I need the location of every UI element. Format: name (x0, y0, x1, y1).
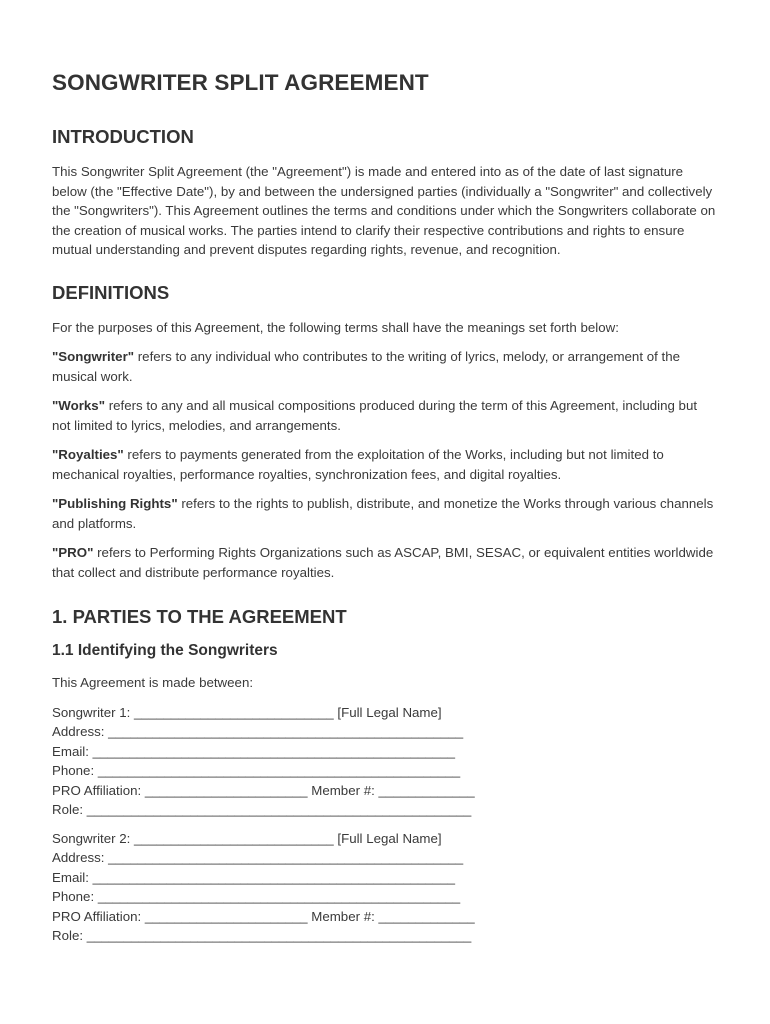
songwriter-2-form (52, 829, 718, 946)
role-line[interactable]: Role: ____________________________________________________ (52, 802, 472, 817)
pro-affiliation-line[interactable]: PRO Affiliation: ______________________ Member #: _____________ (52, 782, 475, 798)
identifying-songwriters-heading: 1.1 Identifying the Songwriters (52, 642, 278, 659)
email-line[interactable]: Email: _________________________________________________ (52, 743, 455, 759)
definition-publishing-rights (52, 494, 718, 533)
definition-text: refers to any and all musical compositions produced during the term of this Agreement, including but not limited to lyrics, melodies, and arrangements. (52, 398, 698, 433)
pro-affiliation-line[interactable]: PRO Affiliation: ______________________ Member #: _____________ (52, 908, 475, 924)
introduction-body: This Songwriter Split Agreement (the "Agreement") is made and entered into as of the date of last signature below (the "Effective Date"), by and between the undersigned parties (individually a "Songwriter" and collectively the "Songwriters"). This Agreement outlines the terms and conditions under which the Songwriters collaborate on the creation of musical works. The parties intend to clarify their respective contributions and rights to ensure mutual understanding and prevent disputes regarding rights, revenue, and recognition. (52, 164, 716, 257)
definition-term: "Royalties" (52, 447, 124, 462)
songwriter-name-line[interactable]: Songwriter 2: ___________________________ [Full Legal Name] (52, 830, 442, 846)
phone-line[interactable]: Phone: _________________________________________________ (52, 763, 461, 778)
parties-intro: This Agreement is made between: (52, 675, 254, 690)
definition-text: refers to Performing Rights Organizations such as ASCAP, BMI, SESAC, or equivalent entities worldwide that collect and distribute performance royalties. (52, 545, 714, 580)
definition-text: refers to any individual who contributes to the writing of lyrics, melody, or arrangement of the musical work. (52, 349, 680, 384)
parties-heading: 1. PARTIES TO THE AGREEMENT (52, 606, 347, 627)
songwriter-1-form (52, 703, 718, 820)
definition-royalties (52, 445, 718, 484)
definition-term: "Songwriter" (52, 349, 135, 364)
email-line[interactable]: Email: _________________________________________________ (52, 869, 455, 885)
address-line[interactable]: Address: ________________________________________________ (52, 850, 464, 865)
definition-term: "PRO" (52, 545, 94, 560)
songwriter-name-line[interactable]: Songwriter 1: ___________________________ [Full Legal Name] (52, 704, 442, 720)
definition-term: "Works" (52, 398, 106, 413)
definition-works (52, 396, 718, 435)
definition-songwriter (52, 347, 718, 386)
definition-pro (52, 543, 718, 582)
definition-text: refers to the rights to publish, distribute, and monetize the Works through various channels and platforms. (52, 496, 714, 531)
definition-term: "Publishing Rights" (52, 496, 178, 511)
role-line[interactable]: Role: ____________________________________________________ (52, 928, 472, 943)
phone-line[interactable]: Phone: _________________________________________________ (52, 889, 461, 904)
address-line[interactable]: Address: ________________________________________________ (52, 724, 464, 739)
definition-text: refers to payments generated from the exploitation of the Works, including but not limited to mechanical royalties, performance royalties, synchronization fees, and digital royalties. (52, 447, 664, 482)
definitions-heading: DEFINITIONS (52, 281, 170, 303)
introduction-heading: INTRODUCTION (52, 126, 194, 147)
definitions-intro: For the purposes of this Agreement, the following terms shall have the meanings set forth below: (52, 319, 619, 335)
document-title: SONGWRITER SPLIT AGREEMENT (52, 70, 429, 95)
